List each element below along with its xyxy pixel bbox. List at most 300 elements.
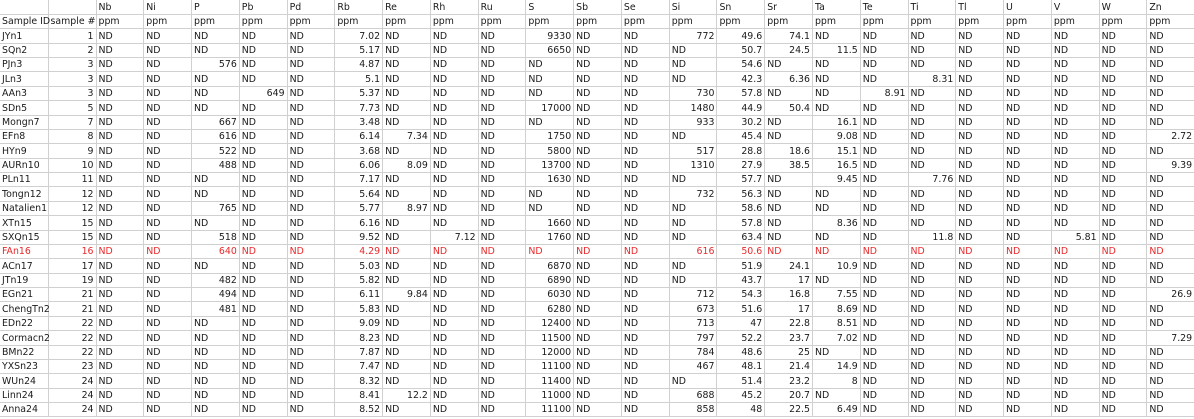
cell-sn[interactable]: Sn: [717, 0, 765, 14]
cell-sr[interactable]: 6.36: [765, 72, 813, 86]
cell-rh[interactable]: ND: [430, 158, 478, 172]
cell-s[interactable]: ND: [526, 72, 574, 86]
cell-se[interactable]: ND: [621, 201, 669, 215]
cell-v[interactable]: ND: [1051, 144, 1099, 158]
cell-p[interactable]: 576: [192, 58, 240, 72]
cell-sb[interactable]: ND: [574, 230, 622, 244]
cell-ta[interactable]: ND: [812, 101, 860, 115]
cell-sample-number[interactable]: 1: [48, 29, 96, 43]
cell-w[interactable]: ND: [1099, 86, 1147, 100]
cell-sb[interactable]: ND: [574, 43, 622, 57]
cell-nb[interactable]: ND: [96, 201, 144, 215]
cell-pd[interactable]: ND: [287, 216, 335, 230]
cell-rh[interactable]: ND: [430, 316, 478, 330]
cell-sr[interactable]: ND: [765, 173, 813, 187]
cell-se[interactable]: Se: [621, 0, 669, 14]
cell-si[interactable]: 797: [669, 331, 717, 345]
cell-u[interactable]: ND: [1004, 58, 1052, 72]
cell-te[interactable]: ND: [860, 230, 908, 244]
cell-sr[interactable]: ND: [765, 230, 813, 244]
cell-se[interactable]: ND: [621, 43, 669, 57]
cell-tl[interactable]: ND: [956, 58, 1004, 72]
cell-sb[interactable]: ND: [574, 331, 622, 345]
cell-re[interactable]: ND: [383, 230, 431, 244]
cell-sb[interactable]: ND: [574, 173, 622, 187]
cell-rb[interactable]: 4.29: [335, 244, 383, 258]
cell-sb[interactable]: ND: [574, 187, 622, 201]
cell-sr[interactable]: 50.4: [765, 101, 813, 115]
cell-zn[interactable]: ND: [1147, 72, 1194, 86]
cell-rb[interactable]: 8.32: [335, 374, 383, 388]
cell-ti[interactable]: ND: [908, 388, 956, 402]
cell-w[interactable]: ND: [1099, 101, 1147, 115]
cell-re[interactable]: 8.09: [383, 158, 431, 172]
cell-p[interactable]: 494: [192, 288, 240, 302]
cell-ta[interactable]: ND: [812, 72, 860, 86]
cell-sr[interactable]: 24.1: [765, 259, 813, 273]
cell-sample-number[interactable]: 10: [48, 158, 96, 172]
cell-ru[interactable]: ND: [478, 244, 526, 258]
cell-s[interactable]: 6030: [526, 288, 574, 302]
cell-u[interactable]: ND: [1004, 273, 1052, 287]
cell-s[interactable]: 17000: [526, 101, 574, 115]
cell-sample-id[interactable]: XTn15: [0, 216, 48, 230]
cell-sr[interactable]: ppm: [765, 14, 813, 28]
cell-sn[interactable]: 50.6: [717, 244, 765, 258]
cell-rb[interactable]: 5.37: [335, 86, 383, 100]
cell-ni[interactable]: ND: [144, 403, 192, 417]
cell-p[interactable]: ND: [192, 101, 240, 115]
cell-nb[interactable]: ND: [96, 173, 144, 187]
cell-w[interactable]: ND: [1099, 345, 1147, 359]
cell-rh[interactable]: ND: [430, 115, 478, 129]
cell-tl[interactable]: ND: [956, 273, 1004, 287]
cell-ru[interactable]: ND: [478, 302, 526, 316]
cell-te[interactable]: ND: [860, 331, 908, 345]
cell-ti[interactable]: ND: [908, 244, 956, 258]
cell-zn[interactable]: ND: [1147, 388, 1194, 402]
cell-zn[interactable]: ppm: [1147, 14, 1194, 28]
cell-pd[interactable]: ND: [287, 58, 335, 72]
cell-sn[interactable]: 44.9: [717, 101, 765, 115]
cell-rh[interactable]: ND: [430, 403, 478, 417]
cell-se[interactable]: ND: [621, 129, 669, 143]
cell-zn[interactable]: ND: [1147, 374, 1194, 388]
cell-si[interactable]: 732: [669, 187, 717, 201]
cell-ta[interactable]: 16.5: [812, 158, 860, 172]
cell-pb[interactable]: ND: [239, 101, 287, 115]
cell-rh[interactable]: ppm: [430, 14, 478, 28]
cell-ta[interactable]: ND: [812, 29, 860, 43]
cell-tl[interactable]: ND: [956, 403, 1004, 417]
cell-rb[interactable]: 7.02: [335, 29, 383, 43]
cell-se[interactable]: ND: [621, 388, 669, 402]
cell-sn[interactable]: 48.1: [717, 359, 765, 373]
cell-w[interactable]: ND: [1099, 43, 1147, 57]
cell-sample-id[interactable]: PJn3: [0, 58, 48, 72]
cell-v[interactable]: ND: [1051, 331, 1099, 345]
cell-s[interactable]: ND: [526, 115, 574, 129]
cell-rb[interactable]: 5.83: [335, 302, 383, 316]
cell-tl[interactable]: ND: [956, 173, 1004, 187]
cell-pd[interactable]: ND: [287, 273, 335, 287]
cell-sample-id[interactable]: Tongn12: [0, 187, 48, 201]
cell-se[interactable]: ND: [621, 72, 669, 86]
cell-rb[interactable]: 9.09: [335, 316, 383, 330]
cell-ni[interactable]: ND: [144, 72, 192, 86]
cell-rb[interactable]: 7.47: [335, 359, 383, 373]
cell-u[interactable]: ND: [1004, 101, 1052, 115]
cell-rb[interactable]: 4.87: [335, 58, 383, 72]
cell-sr[interactable]: 21.4: [765, 359, 813, 373]
cell-si[interactable]: ND: [669, 259, 717, 273]
cell-pb[interactable]: 649: [239, 86, 287, 100]
cell-p[interactable]: 522: [192, 144, 240, 158]
cell-pb[interactable]: ND: [239, 316, 287, 330]
cell-v[interactable]: ND: [1051, 288, 1099, 302]
cell-zn[interactable]: ND: [1147, 230, 1194, 244]
cell-sb[interactable]: ND: [574, 58, 622, 72]
cell-zn[interactable]: ND: [1147, 216, 1194, 230]
cell-sn[interactable]: 47: [717, 316, 765, 330]
cell-pb[interactable]: ND: [239, 216, 287, 230]
cell-sb[interactable]: ND: [574, 288, 622, 302]
cell-s[interactable]: ND: [526, 244, 574, 258]
cell-sn[interactable]: 54.6: [717, 58, 765, 72]
cell-pd[interactable]: ND: [287, 72, 335, 86]
cell-p[interactable]: ND: [192, 187, 240, 201]
cell-si[interactable]: 713: [669, 316, 717, 330]
cell-re[interactable]: Re: [383, 0, 431, 14]
cell-pd[interactable]: ppm: [287, 14, 335, 28]
cell-zn[interactable]: Zn: [1147, 0, 1194, 14]
cell-ta[interactable]: 15.1: [812, 144, 860, 158]
cell-ru[interactable]: ND: [478, 43, 526, 57]
cell-ta[interactable]: ND: [812, 201, 860, 215]
cell-s[interactable]: 11500: [526, 331, 574, 345]
cell-tl[interactable]: ND: [956, 43, 1004, 57]
cell-ta[interactable]: ND: [812, 273, 860, 287]
cell-ni[interactable]: ND: [144, 173, 192, 187]
cell-se[interactable]: ND: [621, 359, 669, 373]
cell-zn[interactable]: ND: [1147, 259, 1194, 273]
cell-ti[interactable]: Ti: [908, 0, 956, 14]
cell-p[interactable]: 518: [192, 230, 240, 244]
cell-u[interactable]: ND: [1004, 230, 1052, 244]
cell-rb[interactable]: 5.77: [335, 201, 383, 215]
cell-v[interactable]: V: [1051, 0, 1099, 14]
cell-sr[interactable]: 25: [765, 345, 813, 359]
cell-si[interactable]: 858: [669, 403, 717, 417]
cell-tl[interactable]: ND: [956, 345, 1004, 359]
cell-rb[interactable]: 5.17: [335, 43, 383, 57]
cell-rh[interactable]: ND: [430, 244, 478, 258]
cell-tl[interactable]: ND: [956, 388, 1004, 402]
cell-tl[interactable]: ND: [956, 374, 1004, 388]
cell-rh[interactable]: ND: [430, 86, 478, 100]
cell-si[interactable]: ND: [669, 72, 717, 86]
cell-nb[interactable]: ND: [96, 86, 144, 100]
cell-ti[interactable]: ppm: [908, 14, 956, 28]
cell-se[interactable]: ND: [621, 230, 669, 244]
cell-pd[interactable]: ND: [287, 288, 335, 302]
cell-p[interactable]: 640: [192, 244, 240, 258]
cell-se[interactable]: ND: [621, 101, 669, 115]
cell-se[interactable]: ND: [621, 115, 669, 129]
cell-pd[interactable]: ND: [287, 187, 335, 201]
cell-te[interactable]: ND: [860, 101, 908, 115]
cell-sample-number[interactable]: 24: [48, 403, 96, 417]
cell-sb[interactable]: Sb: [574, 0, 622, 14]
cell-ti[interactable]: ND: [908, 273, 956, 287]
cell-p[interactable]: 488: [192, 158, 240, 172]
cell-w[interactable]: ND: [1099, 403, 1147, 417]
cell-w[interactable]: ND: [1099, 273, 1147, 287]
cell-pb[interactable]: ND: [239, 388, 287, 402]
cell-ni[interactable]: ND: [144, 273, 192, 287]
cell-w[interactable]: ND: [1099, 216, 1147, 230]
cell-sample-number[interactable]: 3: [48, 58, 96, 72]
cell-re[interactable]: 7.34: [383, 129, 431, 143]
cell-nb[interactable]: ND: [96, 374, 144, 388]
cell-zn[interactable]: 2.72: [1147, 129, 1194, 143]
cell-sn[interactable]: 51.9: [717, 259, 765, 273]
cell-nb[interactable]: ND: [96, 144, 144, 158]
cell-pd[interactable]: ND: [287, 115, 335, 129]
cell-sn[interactable]: 48.6: [717, 345, 765, 359]
cell-pb[interactable]: ppm: [239, 14, 287, 28]
cell-pd[interactable]: ND: [287, 259, 335, 273]
cell-u[interactable]: ND: [1004, 158, 1052, 172]
cell-ti[interactable]: ND: [908, 302, 956, 316]
cell-pb[interactable]: ND: [239, 403, 287, 417]
cell-si[interactable]: 688: [669, 388, 717, 402]
cell-v[interactable]: ND: [1051, 101, 1099, 115]
cell-se[interactable]: ND: [621, 58, 669, 72]
cell-ni[interactable]: ND: [144, 29, 192, 43]
cell-pb[interactable]: ND: [239, 58, 287, 72]
cell-ta[interactable]: 7.02: [812, 331, 860, 345]
cell-pb[interactable]: ND: [239, 273, 287, 287]
cell-pd[interactable]: ND: [287, 388, 335, 402]
cell-re[interactable]: ND: [383, 244, 431, 258]
cell-v[interactable]: ND: [1051, 43, 1099, 57]
cell-ti[interactable]: ND: [908, 29, 956, 43]
cell-w[interactable]: ND: [1099, 201, 1147, 215]
cell-p[interactable]: ND: [192, 173, 240, 187]
cell-rb[interactable]: 8.23: [335, 331, 383, 345]
cell-pd[interactable]: ND: [287, 129, 335, 143]
cell-nb[interactable]: ND: [96, 72, 144, 86]
cell-ni[interactable]: ND: [144, 288, 192, 302]
cell-w[interactable]: ND: [1099, 359, 1147, 373]
cell-u[interactable]: ND: [1004, 244, 1052, 258]
cell-zn[interactable]: ND: [1147, 29, 1194, 43]
cell-ni[interactable]: ND: [144, 129, 192, 143]
cell-re[interactable]: ND: [383, 29, 431, 43]
cell-si[interactable]: 772: [669, 29, 717, 43]
cell-nb[interactable]: ppm: [96, 14, 144, 28]
cell-s[interactable]: 5800: [526, 144, 574, 158]
cell-re[interactable]: ND: [383, 144, 431, 158]
cell-ni[interactable]: ND: [144, 58, 192, 72]
cell-pb[interactable]: ND: [239, 331, 287, 345]
cell-u[interactable]: ND: [1004, 374, 1052, 388]
cell-w[interactable]: ND: [1099, 129, 1147, 143]
cell-re[interactable]: ND: [383, 216, 431, 230]
cell-te[interactable]: ND: [860, 144, 908, 158]
cell-sn[interactable]: 30.2: [717, 115, 765, 129]
cell-sr[interactable]: ND: [765, 115, 813, 129]
cell-tl[interactable]: ND: [956, 244, 1004, 258]
cell-zn[interactable]: ND: [1147, 201, 1194, 215]
cell-ni[interactable]: ND: [144, 359, 192, 373]
cell-rh[interactable]: ND: [430, 345, 478, 359]
cell-ru[interactable]: ND: [478, 101, 526, 115]
cell-rh[interactable]: ND: [430, 173, 478, 187]
cell-ni[interactable]: ppm: [144, 14, 192, 28]
cell-sn[interactable]: 57.8: [717, 216, 765, 230]
cell-zn[interactable]: ND: [1147, 43, 1194, 57]
cell-pd[interactable]: ND: [287, 244, 335, 258]
cell-ta[interactable]: ND: [812, 187, 860, 201]
cell-tl[interactable]: Tl: [956, 0, 1004, 14]
cell-v[interactable]: ppm: [1051, 14, 1099, 28]
cell-tl[interactable]: ND: [956, 216, 1004, 230]
cell-te[interactable]: ND: [860, 115, 908, 129]
cell-ta[interactable]: ND: [812, 388, 860, 402]
cell-v[interactable]: ND: [1051, 259, 1099, 273]
cell-rb[interactable]: 6.11: [335, 288, 383, 302]
cell-ta[interactable]: 6.49: [812, 403, 860, 417]
cell-ni[interactable]: ND: [144, 259, 192, 273]
cell-te[interactable]: 8.91: [860, 86, 908, 100]
cell-rh[interactable]: ND: [430, 359, 478, 373]
cell-s[interactable]: 9330: [526, 29, 574, 43]
cell-w[interactable]: ND: [1099, 144, 1147, 158]
cell-ti[interactable]: ND: [908, 316, 956, 330]
cell-sample-number[interactable]: 5: [48, 101, 96, 115]
cell-ti[interactable]: ND: [908, 259, 956, 273]
cell-sr[interactable]: 20.7: [765, 388, 813, 402]
cell-te[interactable]: Te: [860, 0, 908, 14]
cell-sample-number[interactable]: 3: [48, 72, 96, 86]
cell-s[interactable]: ND: [526, 201, 574, 215]
cell-re[interactable]: ND: [383, 359, 431, 373]
cell-sample-number[interactable]: 3: [48, 86, 96, 100]
cell-sample-id[interactable]: JTn19: [0, 273, 48, 287]
cell-re[interactable]: ND: [383, 403, 431, 417]
cell-s[interactable]: ND: [526, 187, 574, 201]
cell-ru[interactable]: ND: [478, 187, 526, 201]
cell-pb[interactable]: ND: [239, 345, 287, 359]
cell-sb[interactable]: ND: [574, 129, 622, 143]
cell-sb[interactable]: ND: [574, 388, 622, 402]
cell-pd[interactable]: ND: [287, 144, 335, 158]
cell-sample-id[interactable]: HYn9: [0, 144, 48, 158]
cell-u[interactable]: ND: [1004, 43, 1052, 57]
cell-pb[interactable]: ND: [239, 288, 287, 302]
cell-sample-id[interactable]: Natalien1: [2, 203, 48, 215]
cell-w[interactable]: ND: [1099, 288, 1147, 302]
cell-w[interactable]: ND: [1099, 244, 1147, 258]
cell-sr[interactable]: ND: [765, 86, 813, 100]
cell-s[interactable]: 13700: [526, 158, 574, 172]
cell-sr[interactable]: ND: [765, 244, 813, 258]
cell-re[interactable]: ND: [383, 58, 431, 72]
cell-p[interactable]: P: [192, 0, 240, 14]
cell-nb[interactable]: ND: [96, 187, 144, 201]
cell-w[interactable]: ND: [1099, 158, 1147, 172]
cell-rh[interactable]: ND: [430, 216, 478, 230]
cell-se[interactable]: ND: [621, 259, 669, 273]
cell-ti[interactable]: ND: [908, 345, 956, 359]
cell-v[interactable]: 5.81: [1051, 230, 1099, 244]
cell-sample-id[interactable]: Sample ID: [2, 16, 51, 28]
cell-pd[interactable]: ND: [287, 316, 335, 330]
cell-sample-id[interactable]: JYn1: [0, 29, 48, 43]
cell-te[interactable]: ppm: [860, 14, 908, 28]
cell-sample-id[interactable]: WUn24: [0, 374, 48, 388]
cell-re[interactable]: ND: [383, 331, 431, 345]
cell-s[interactable]: 11400: [526, 374, 574, 388]
cell-te[interactable]: ND: [860, 58, 908, 72]
cell-v[interactable]: ND: [1051, 244, 1099, 258]
cell-w[interactable]: ND: [1099, 173, 1147, 187]
cell-se[interactable]: ND: [621, 86, 669, 100]
cell-nb[interactable]: ND: [96, 29, 144, 43]
cell-tl[interactable]: ND: [956, 316, 1004, 330]
cell-u[interactable]: ND: [1004, 345, 1052, 359]
cell-si[interactable]: ND: [669, 230, 717, 244]
cell-rb[interactable]: ppm: [335, 14, 383, 28]
cell-pb[interactable]: ND: [239, 173, 287, 187]
cell-v[interactable]: ND: [1051, 72, 1099, 86]
cell-ti[interactable]: ND: [908, 43, 956, 57]
cell-v[interactable]: ND: [1051, 115, 1099, 129]
cell-ni[interactable]: ND: [144, 388, 192, 402]
cell-sample-number[interactable]: 15: [48, 216, 96, 230]
cell-ni[interactable]: ND: [144, 216, 192, 230]
cell-zn[interactable]: 26.9: [1147, 288, 1194, 302]
cell-sample-number[interactable]: sample #: [48, 14, 96, 28]
cell-sb[interactable]: ND: [574, 101, 622, 115]
cell-rb[interactable]: 5.03: [335, 259, 383, 273]
cell-w[interactable]: ND: [1099, 302, 1147, 316]
cell-ni[interactable]: ND: [144, 230, 192, 244]
cell-sb[interactable]: ND: [574, 144, 622, 158]
cell-w[interactable]: ND: [1099, 388, 1147, 402]
cell-si[interactable]: ND: [669, 216, 717, 230]
cell-si[interactable]: 673: [669, 302, 717, 316]
cell-te[interactable]: ND: [860, 187, 908, 201]
cell-tl[interactable]: ND: [956, 230, 1004, 244]
cell-si[interactable]: 616: [669, 244, 717, 258]
cell-nb[interactable]: ND: [96, 244, 144, 258]
cell-rh[interactable]: ND: [430, 302, 478, 316]
cell-sn[interactable]: 58.6: [717, 201, 765, 215]
cell-rh[interactable]: ND: [430, 288, 478, 302]
cell-w[interactable]: ND: [1099, 29, 1147, 43]
cell-sr[interactable]: 38.5: [765, 158, 813, 172]
cell-ti[interactable]: ND: [908, 216, 956, 230]
cell-ru[interactable]: ND: [478, 388, 526, 402]
cell-ta[interactable]: 16.1: [812, 115, 860, 129]
cell-ni[interactable]: ND: [144, 158, 192, 172]
cell-pb[interactable]: ND: [239, 158, 287, 172]
cell-re[interactable]: ND: [383, 273, 431, 287]
cell-ru[interactable]: ND: [478, 345, 526, 359]
